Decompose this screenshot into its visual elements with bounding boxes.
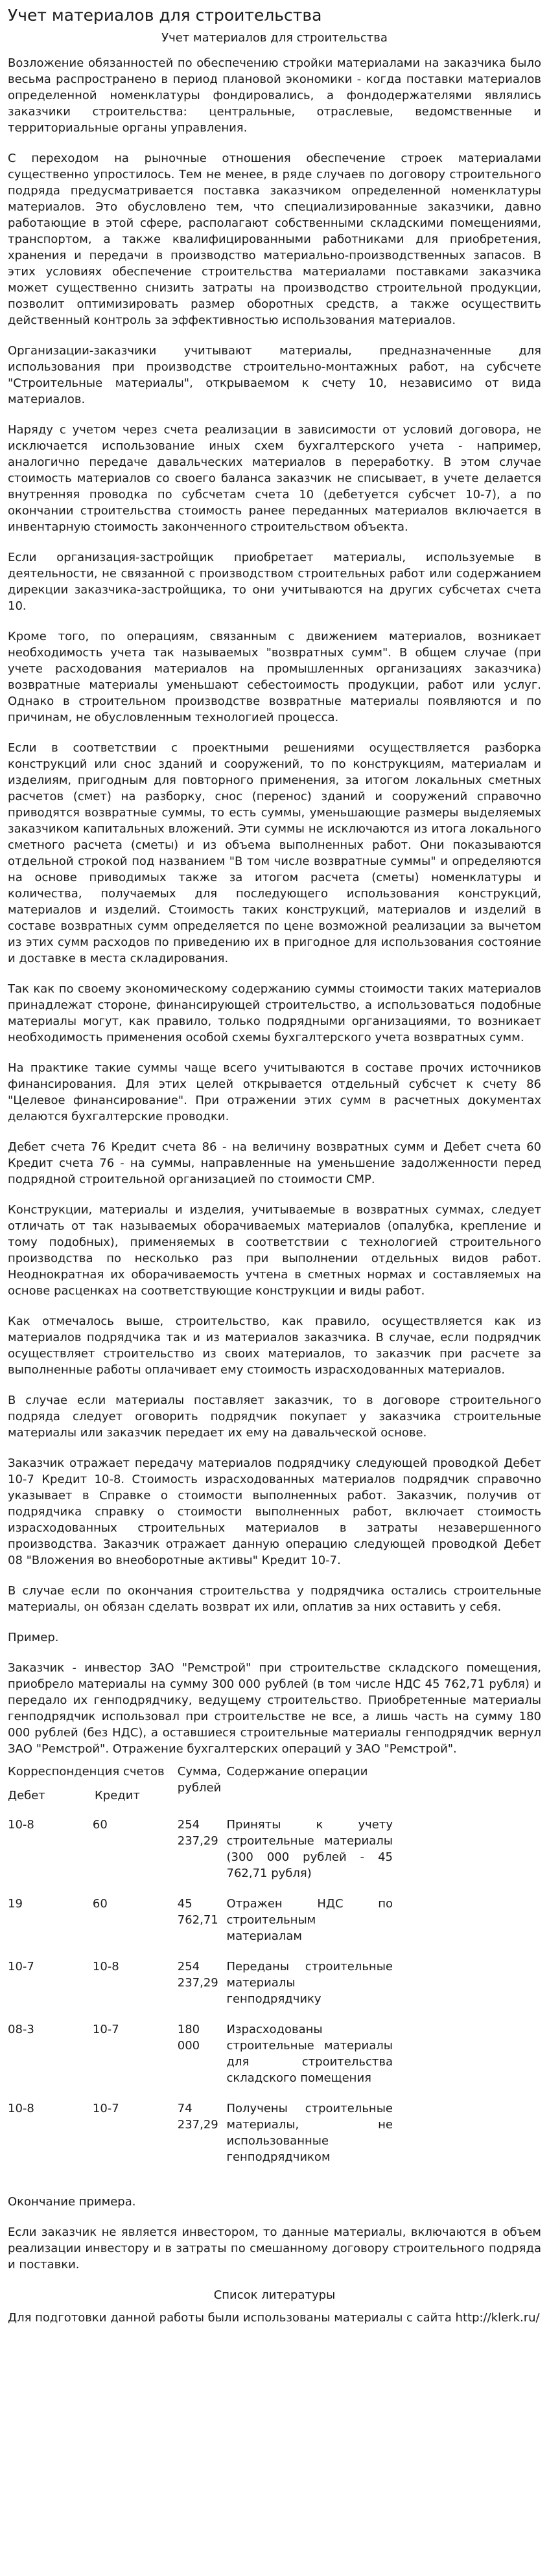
cell-debit: 10-8 (8, 2102, 34, 2115)
paragraph-10: Дебет счета 76 Кредит счета 86 - на величину возвратных сумм и Дебет счета 60 Кредит счета 76 - на суммы, направленные на уменьшение задолженности перед подрядной строительной организацией по стоимости СМР. (8, 1140, 541, 1186)
cell-credit: 10-7 (92, 2023, 119, 2036)
paragraph-7: Если в соответствии с проектными решениями осуществляется разборка конструкций или снос зданий и сооружений, то по конструкциям, материалам и изделиям, пригодным для повторного применения, за итогом локальных сметных расчетов (смет) на разборку, снос (перенос) зданий и сооружений справочно приводятся возвратные суммы, то есть суммы, уменьшающие размеры выделяемых заказчиком капитальных вложений. Эти суммы не исключаются из итога локального сметного расчета (сметы) и из объема выполненных работ. Они показываются отдельной строкой под названием "В том числе возвратные суммы" и определяются на основе приводимых также за итогом расчета (сметы) номенклатуры и количества, получаемых для последующего использования конструкций, материалов и изделий. Стоимость таких конструкций, материалов и изделий в составе возвратных сумм определяется по цене возможной реализации за вычетом из этих сумм расходов по приведению их в пригодное для использования состояние и доставке в места складирования. (8, 741, 541, 965)
paragraph-14: Заказчик отражает передачу материалов подрядчику следующей проводкой Дебет 10-7 Кредит 10-8. Стоимость израсходованных материалов подрядчик справочно указывает в Справке о стоимости выполненных работ. Заказчик, получив от подрядчика справку о стоимости выполненных работ, включает стоимость израсходованных строительных материалов в затраты незавершенного производства. Заказчик отражает данную операцию следующей проводкой Дебет 08 "Вложения во внеоборотные активы" Кредит 10-7. (8, 1456, 541, 1567)
cell-debit: 10-8 (8, 1818, 34, 1832)
table-row (8, 1896, 397, 1959)
paragraph-6: Кроме того, по операциям, связанным с движением материалов, возникает необходимость учета так называемых "возвратных сумм". В общем случае (при учете расходования материалов на промышленных организациях заказчика) возвратные материалы уменьшают себестоимость продукции, работ или услуг. Однако в строительном производстве возвратные материалы появляются и по причинам, не обусловленным технологией процесса. (8, 630, 541, 724)
cell-debit: 08-3 (8, 2023, 34, 2036)
cell-sum: 45 762,71 (177, 1897, 218, 1927)
header-credit: Кредит (95, 1789, 140, 1802)
cell-content: Переданы строительные материалы генподрядчику (226, 1960, 393, 2006)
table-row (8, 2100, 397, 2179)
cell-credit: 60 (92, 1818, 108, 1832)
cell-content: Приняты к учету строительные материалы (300 000 рублей - 45 762,71 рубля) (226, 1818, 393, 1880)
header-correspondence-label: Корреспонденция счетов (8, 1765, 165, 1778)
literature-title: Список литературы (213, 2288, 336, 2302)
paragraph-3: Организации-заказчики учитывают материалы, предназначенные для использования при производстве строительно-монтажных работ, на субсчете "Строительные материалы", открываемом к счету 10, независимо от вида материалов. (8, 344, 541, 406)
cell-debit: 19 (8, 1897, 23, 1911)
cell-sum: 74 237,29 (177, 2102, 218, 2132)
paragraph-13: В случае если материалы поставляет заказчик, то в договоре строительного подряда следует оговорить подрядчик покупает у заказчика строительные материалы или заказчик передает их ему на давальческой основе. (8, 1394, 541, 1440)
paragraph-8: Так как по своему экономическому содержанию суммы стоимости таких материалов принадлежат стороне, финансирующей строительство, а использоваться подобные материалы могут, как правило, только подрядными организациями, то возникает необходимость применения особой схемы бухгалтерского учета возвратных сумм. (8, 982, 541, 1044)
paragraph-9: На практике такие суммы чаще всего учитываются в составе прочих источников финансирования. Для этих целей открывается отдельный субсчет к счету 86 "Целевое финансирование". При отражении этих сумм в расчетных документах делаются бухгалтерские проводки. (8, 1061, 541, 1123)
paragraph-12: Как отмечалось выше, строительство, как правило, осуществляется как из материалов подрядчика так и из материалов заказчика. В случае, если подрядчик осуществляет строительство из своих материалов, то заказчик при расчете за выполненные работы оплачивает ему стоимость израсходованных материалов. (8, 1315, 541, 1377)
literature-text: Для подготовки данной работы были использованы материалы с сайта http://klerk.ru/ (8, 2311, 540, 2325)
cell-content: Получены строительные материалы, не использованные генподрядчиком (226, 2102, 393, 2164)
accounting-table (8, 1764, 397, 2179)
table-row (8, 1959, 397, 2021)
table-header-row (8, 1764, 397, 1817)
example-end: Окончание примера. (8, 2195, 136, 2209)
cell-sum: 180 000 (177, 2023, 200, 2053)
cell-sum: 254 237,29 (177, 1960, 218, 1990)
example-text: Заказчик - инвестор ЗАО "Ремстрой" при строительстве складского помещения, приобрело материалы на сумму 300 000 рублей (в том числе НДС 45 762,71 рубля) и передало их генподрядчику, ведущему строительство. Приобретенные материалы генподрядчик использовал при строительстве не все, а лишь часть на сумму 180 000 рублей (без НДС), а оставшиеся строительные материалы генподрядчик вернул ЗАО "Ремстрой". Отражение бухгалтерских операций у ЗАО "Ремстрой". (8, 1661, 541, 1756)
cell-credit: 10-7 (92, 2102, 119, 2115)
article-subtitle: Учет материалов для строительства (161, 31, 388, 45)
cell-credit: 10-8 (92, 1960, 119, 1973)
header-debit: Дебет (8, 1789, 45, 1802)
paragraph-11: Конструкции, материалы и изделия, учитываемые в возвратных суммах, следует отличать от так называемых оборачиваемых материалов (опалубка, крепление и тому подобных), применяемых в соответствии с технологией строительного производства по несколько раз при выполнении отдельных видов работ. Неоднократная их оборачиваемость учтена в сметных нормах и составляемых на основе расценках на соответствующие конструкции и виды работ. (8, 1203, 541, 1298)
header-content: Содержание операции (226, 1765, 368, 1778)
table-row (8, 2021, 397, 2100)
page-title: Учет материалов для строительства (8, 6, 322, 25)
final-paragraph: Если заказчик не является инвестором, то данные материалы, включаются в объем реализации инвестору и в затраты по смешанному договору строительного подряда и поставки. (8, 2225, 541, 2271)
header-sum: Сумма, рублей (177, 1765, 222, 1795)
paragraph-2: С переходом на рыночные отношения обеспечение строек материалами существенно упростилось. Тем не менее, в ряде случаев по договору строительного подряда предусматривается поставка заказчиком определенной номенклатуры материалов. Это обусловлено тем, что специализированные заказчики, давно работающие в этой сфере, располагают собственными складскими помещениями, транспортом, а также квалифицированными работниками для приобретения, хранения и передачи в производство материально-производственных запасов. В этих условиях обеспечение строительства материалами поставками заказчика может существенно снизить затраты на производство строительной продукции, позволит оптимизировать размер оборотных средств, а также осуществить действенный контроль за эффективностью использования материалов. (8, 152, 541, 327)
paragraph-5: Если организация-застройщик приобретает материалы, используемые в деятельности, не связанной с производством строительных работ или содержанием дирекции заказчика-застройщика, то они учитываются на других субсчетах счета 10. (8, 551, 541, 613)
cell-credit: 60 (92, 1897, 108, 1911)
cell-content: Отражен НДС по строительным материалам (226, 1897, 393, 1943)
header-correspondence (8, 1764, 178, 1817)
example-label: Пример. (8, 1631, 59, 1644)
cell-content: Израсходованы строительные материалы для строительства складского помещения (226, 2023, 393, 2085)
paragraph-1: Возложение обязанностей по обеспечению стройки материалами на заказчика было весьма распространено в период плановой экономики - когда поставки материалов определенной номенклатуры фондировались, а фондодержателями являлись заказчики строительства: центральные, отраслевые, ведомственные и территориальные органы управления. (8, 56, 541, 135)
paragraph-4: Наряду с учетом через счета реализации в зависимости от условий договора, не исключается использование иных схем бухгалтерского учета - например, аналогично передаче давальческих материалов в переработку. В этом случае стоимость материалов со своего баланса заказчик не списывает, в учете делается внутренняя проводка по субсчетам счета 10 (дебетуется субсчет 10-7), а по окончании строительства стоимость ранее переданных материалов включается в инвентарную стоимость законченного строительством объекта. (8, 423, 541, 534)
paragraph-15: В случае если по окончания строительства у подрядчика остались строительные материалы, он обязан сделать возврат их или, оплатив за них оставить у себя. (8, 1584, 541, 1614)
cell-debit: 10-7 (8, 1960, 34, 1973)
table-row (8, 1817, 397, 1896)
cell-sum: 254 237,29 (177, 1818, 218, 1848)
